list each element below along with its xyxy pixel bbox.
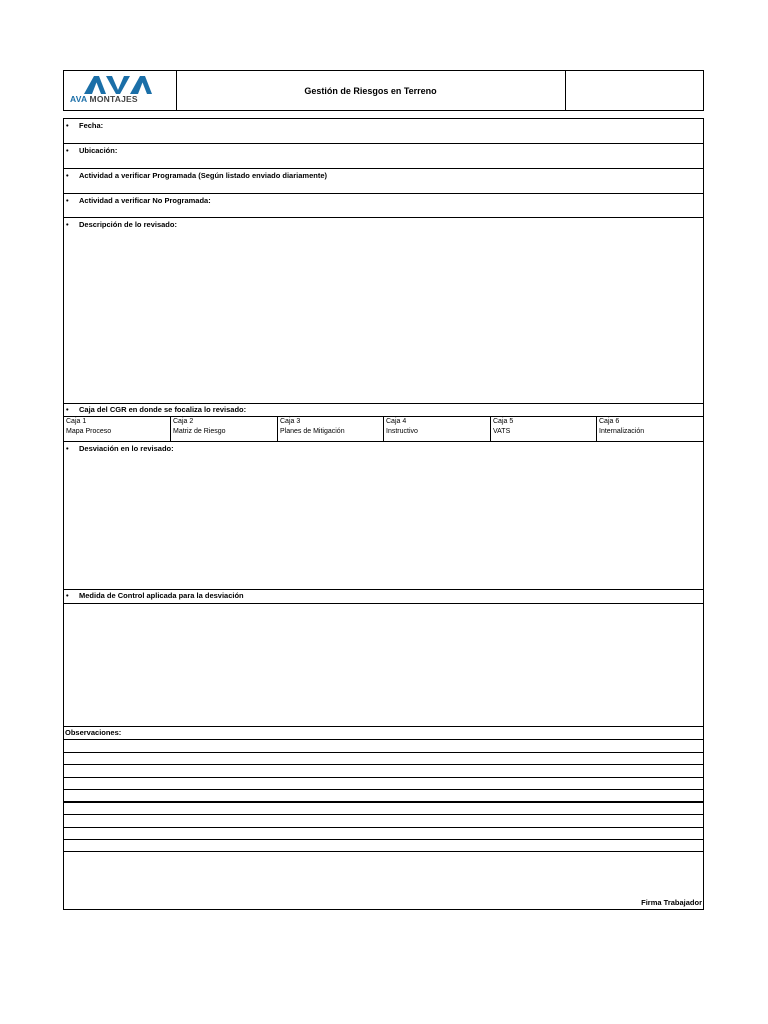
observaciones-line[interactable] (64, 753, 703, 765)
caja-6-name: Internalización (599, 428, 645, 435)
label-no-programada (66, 196, 211, 205)
bullet-icon: • (66, 591, 69, 600)
label-desviacion (66, 444, 174, 453)
bullet-icon: • (66, 196, 69, 205)
observaciones-line[interactable] (64, 828, 703, 840)
row-caja-cgr (64, 404, 703, 417)
caja-2-num: Caja 2 (173, 418, 194, 425)
caja-5-name: VATS (493, 428, 511, 435)
label-ubicacion-text: Ubicación: (79, 146, 118, 155)
ava-logo-icon (84, 74, 154, 96)
caja-3-num: Caja 3 (280, 418, 301, 425)
row-ubicacion[interactable] (64, 144, 703, 169)
caja-6[interactable] (597, 417, 703, 441)
observaciones-line[interactable] (64, 803, 703, 815)
row-no-programada[interactable] (64, 194, 703, 218)
label-caja-cgr-text: Caja del CGR en donde se focaliza lo revisado: (79, 405, 247, 414)
row-programada[interactable] (64, 169, 703, 194)
observaciones-line[interactable] (64, 840, 703, 852)
logo-cell (64, 71, 177, 110)
caja-1-num: Caja 1 (66, 418, 87, 425)
row-descripcion[interactable] (64, 218, 703, 404)
bullet-icon: • (66, 444, 69, 453)
row-medida-label (64, 590, 703, 604)
cajas-row (64, 417, 703, 442)
caja-6-num: Caja 6 (599, 418, 620, 425)
form-table (63, 118, 704, 910)
label-descripcion (66, 220, 177, 229)
row-medida-area[interactable] (64, 604, 703, 727)
bullet-icon: • (66, 405, 69, 414)
logo-wordmark (70, 94, 138, 104)
caja-1[interactable] (64, 417, 171, 441)
caja-4-name: Instructivo (386, 428, 418, 435)
caja-4-num: Caja 4 (386, 418, 407, 425)
row-desviacion[interactable] (64, 442, 703, 590)
observaciones-line[interactable] (64, 815, 703, 828)
label-caja-cgr (66, 405, 246, 414)
row-observaciones-label (64, 727, 703, 740)
caja-5[interactable] (491, 417, 597, 441)
caja-4[interactable] (384, 417, 491, 441)
label-desviacion-text: Desviación en lo revisado: (79, 444, 174, 453)
label-fecha (66, 121, 103, 130)
caja-3-name: Planes de Mitigación (280, 428, 345, 435)
label-programada (66, 171, 327, 180)
label-medida (66, 591, 244, 600)
caja-2[interactable] (171, 417, 278, 441)
label-medida-text: Medida de Control aplicada para la desviación (79, 591, 244, 600)
bullet-icon: • (66, 121, 69, 130)
observaciones-line[interactable] (64, 790, 703, 803)
bullet-icon: • (66, 220, 69, 229)
caja-5-num: Caja 5 (493, 418, 514, 425)
label-ubicacion (66, 146, 117, 155)
logo-text-montajes: MONTAJES (89, 94, 138, 104)
document-title: Gestión de Riesgos en Terreno (176, 71, 566, 110)
observaciones-line[interactable] (64, 778, 703, 790)
document-header (63, 70, 704, 111)
header-right-cell (565, 71, 703, 110)
label-observaciones: Observaciones: (65, 728, 122, 737)
label-fecha-text: Fecha: (79, 121, 104, 130)
row-fecha[interactable] (64, 119, 703, 144)
caja-3[interactable] (278, 417, 384, 441)
caja-1-name: Mapa Proceso (66, 428, 112, 435)
observaciones-line[interactable] (64, 765, 703, 778)
bullet-icon: • (66, 171, 69, 180)
observaciones-line[interactable] (64, 740, 703, 753)
firma-trabajador-label: Firma Trabajador (641, 898, 702, 907)
label-descripcion-text: Descripción de lo revisado: (79, 220, 177, 229)
bullet-icon: • (66, 146, 69, 155)
label-no-programada-text: Actividad a verificar No Programada: (79, 196, 211, 205)
logo-text-ava: AVA (70, 94, 87, 104)
label-programada-text: Actividad a verificar Programada (Según listado enviado diariamente) (79, 171, 327, 180)
caja-2-name: Matriz de Riesgo (173, 428, 226, 435)
